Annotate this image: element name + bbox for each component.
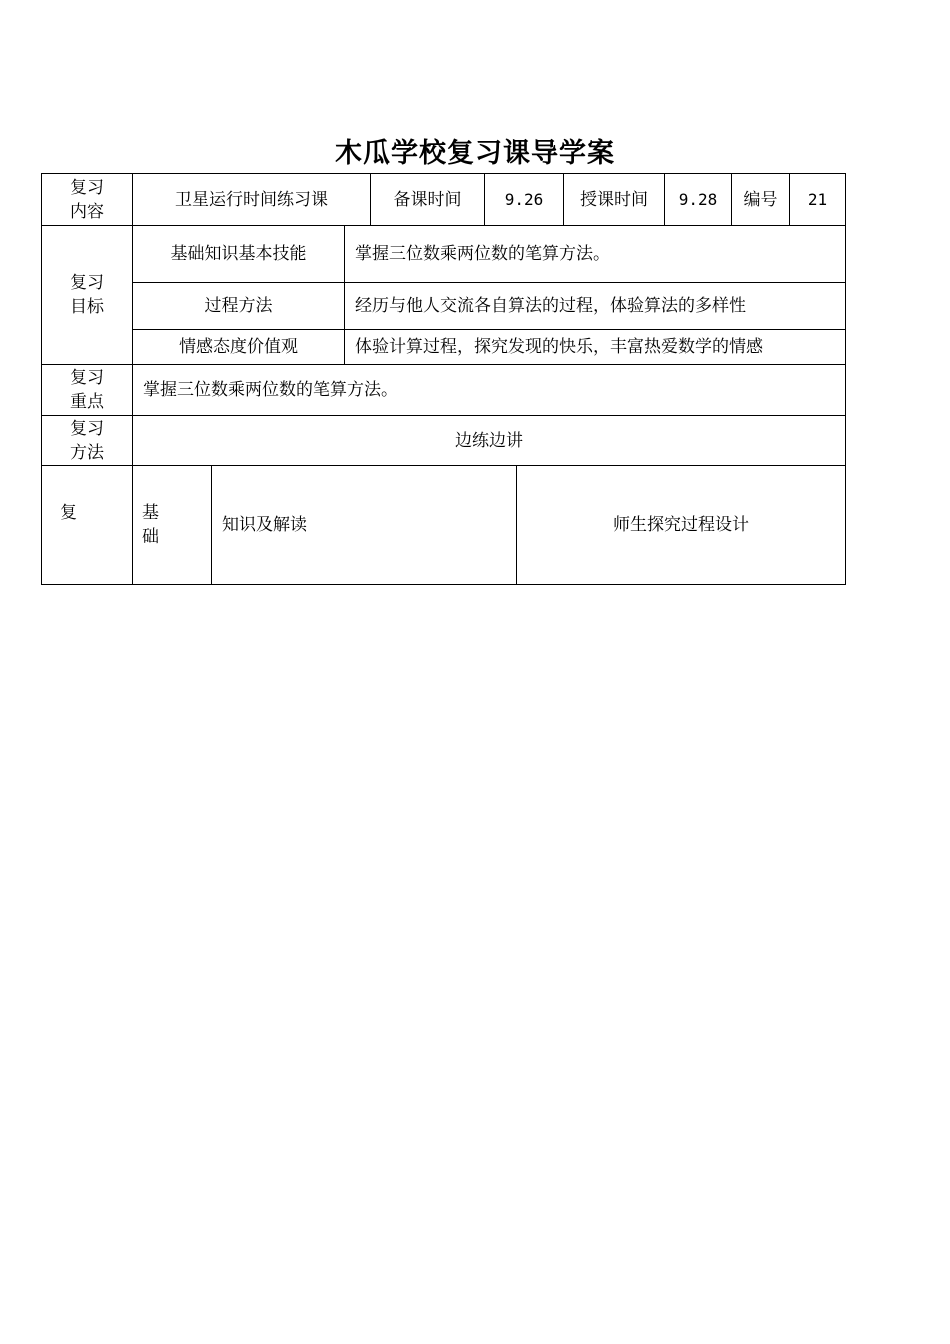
goal-category: 基础知识基本技能: [170, 244, 307, 264]
teach-time-label: 授课时间: [580, 189, 648, 210]
row-goals-label-line1: 复习: [70, 273, 104, 293]
prep-time-label: 备课时间: [393, 189, 462, 210]
focus-text: 掌握三位数乘两位数的笔算方法。: [143, 380, 398, 400]
row-method-label-line1: 复习: [70, 418, 104, 439]
row-process-sublabel-line1: 基: [142, 503, 159, 523]
document-title: 木瓜学校复习课导学案: [335, 138, 615, 169]
row-focus-label-line2: 重点: [70, 392, 104, 412]
goal-text: 体验计算过程，探究发现的快乐，丰富热爱数学的情感: [355, 337, 763, 357]
row-goals-label: [42, 226, 132, 364]
row-focus-label: [42, 365, 132, 415]
prep-time-value: 9.26: [504, 189, 544, 209]
row-method-label-line2: 方法: [70, 442, 104, 463]
number-value: 21: [807, 189, 828, 209]
knowledge-header: 知识及解读: [222, 515, 307, 535]
row-process-sublabel-line2: 础: [142, 527, 159, 547]
row-content-label-line1: 复习: [70, 177, 104, 198]
row-process-label: [42, 466, 132, 584]
border-h: [41, 584, 846, 585]
row-method-label: [42, 416, 132, 465]
number-label: 编号: [743, 189, 778, 210]
goal-text: 掌握三位数乘两位数的笔算方法。: [355, 244, 610, 264]
row-process-label-text: 复: [60, 503, 77, 523]
method-text: 边练边讲: [455, 430, 523, 451]
goal-text: 经历与他人交流各自算法的过程，体验算法的多样性: [355, 296, 746, 316]
row-process-sublabel: [133, 466, 211, 584]
row-focus-label-line1: 复习: [70, 368, 104, 388]
design-header: 师生探究过程设计: [613, 515, 749, 535]
row-goals-label-line2: 目标: [70, 297, 104, 317]
goal-category: 情感态度价值观: [179, 337, 298, 357]
goal-category: 过程方法: [204, 296, 273, 316]
row-content-label: [42, 174, 132, 225]
course-name: 卫星运行时间练习课: [175, 189, 328, 210]
teach-time-value: 9.28: [678, 189, 718, 209]
border-v: [845, 173, 846, 585]
row-content-label-line2: 内容: [70, 201, 104, 222]
